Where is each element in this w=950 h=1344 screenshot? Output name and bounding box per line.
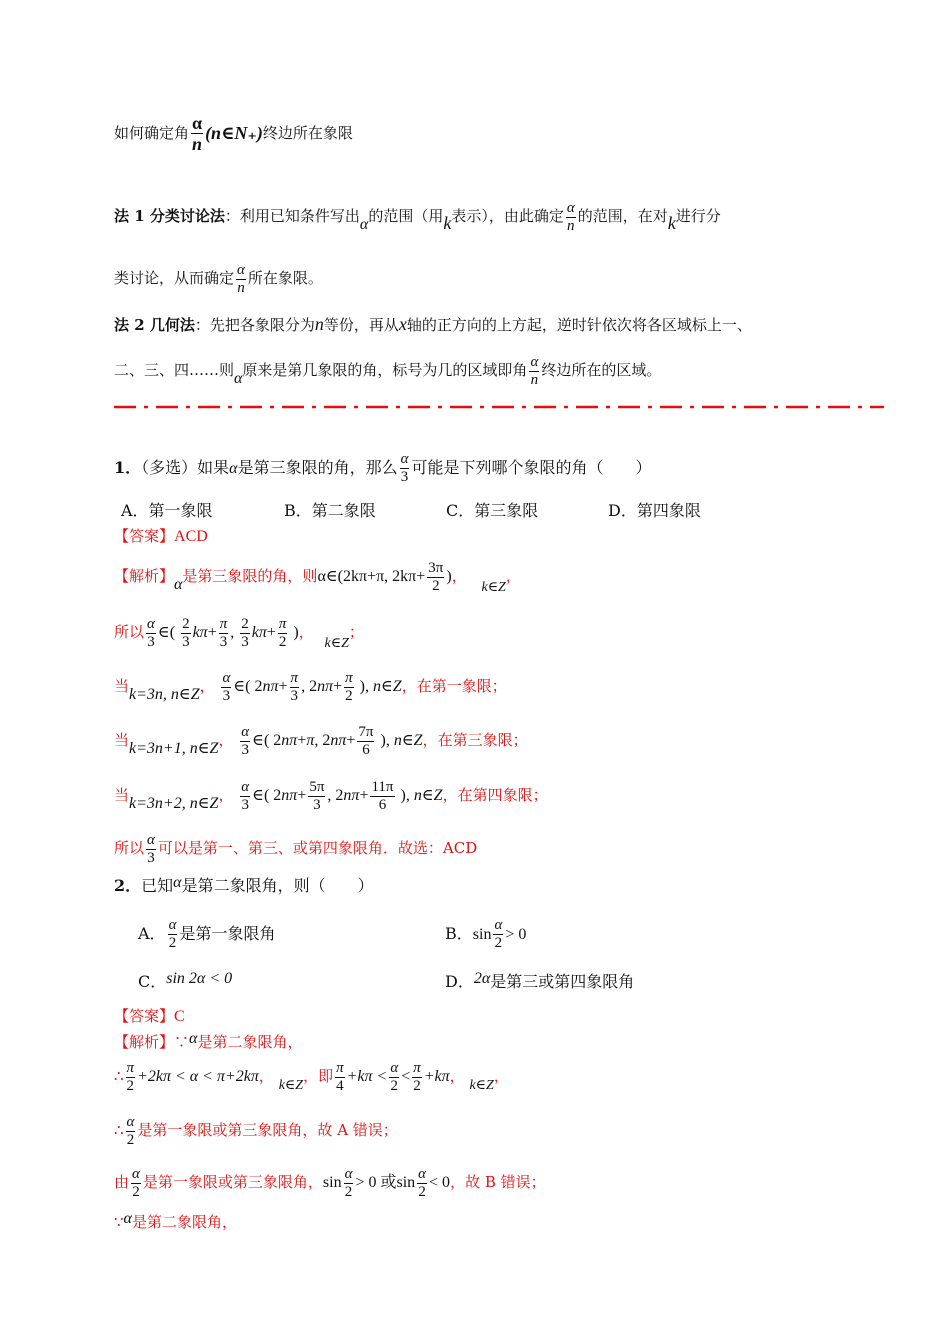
- option-expr: sin 2α < 0: [166, 970, 233, 987]
- q2-option-a[interactable]: [138, 912, 275, 956]
- method2-text: 原来是第几象限的角，标号为几的区域即角: [242, 361, 528, 379]
- q2-analysis-line2: ∴ $\frac{\pi}{2}$ +2kπ < α < π+2kπ， k∈Z，即 $\frac{\pi}{4}$ +kπ < $\frac{\alpha}{2}$ < $\frac{\pi}{2}$ +kπ， k∈Z，: [114, 1059, 509, 1094]
- option-text: 是第三或第四象限角: [490, 972, 635, 991]
- case-condition: k=3n+2, n∈Z: [129, 795, 219, 812]
- q1-conclusion: [114, 826, 477, 870]
- analysis-text: 是第二象限角，: [131, 1213, 237, 1231]
- k-in-z: k∈Z: [278, 1078, 304, 1093]
- q1-case1: 当k=3n, n∈Z， $\frac{\alpha}{3}$ ∈( 2nπ+ $\frac{\pi}{3}$ , 2nπ+ $\frac{\pi}{2}$ ), n∈Z，在第一象限；: [114, 669, 507, 704]
- q2-analysis-line3: [114, 1108, 398, 1152]
- sin-text: sin: [472, 926, 492, 943]
- option-label: D．: [445, 972, 474, 991]
- q1-option-d[interactable]: D．第四象限: [608, 501, 701, 520]
- q2-text: 已知: [141, 876, 174, 895]
- analysis-text: ，在第四象限；: [442, 786, 548, 804]
- alpha-over-2: $\frac{\alpha}{2}$: [168, 917, 177, 951]
- analysis-text: ，在第一象限；: [401, 677, 507, 695]
- analysis-text: ，: [505, 567, 521, 585]
- range-expr: ∈( $\frac{2}{3}$ kπ+ $\frac{\pi}{3}$ , $\frac{2}{3}$ kπ+ $\frac{\pi}{2}$ ): [157, 615, 299, 650]
- case-range: ∈( 2nπ+π, 2nπ+ $\frac{7\pi}{6}$ ), n∈Z: [252, 723, 423, 758]
- alpha-over-3: $\frac{\alpha}{3}$: [241, 723, 250, 758]
- five-pi-over-3: $\frac{5\pi}{3}$: [309, 778, 325, 813]
- answer-label: 【答案】: [114, 1007, 175, 1025]
- alpha-over-2: $\frac{\alpha}{2}$: [390, 1059, 399, 1094]
- q2-analysis-line5: [114, 1212, 237, 1233]
- ineq-text: < 0: [429, 1174, 451, 1191]
- analysis-text: 所以: [114, 623, 145, 641]
- ineq-text: > 0 或: [355, 1174, 397, 1191]
- q1-analysis-line2: 所以 $\frac{\alpha}{3}$ ∈( $\frac{2}{3}$ kπ+ $\frac{\pi}{3}$ , $\frac{2}{3}$ kπ+ $\frac{\pi}{2}$ )， k∈Z；: [114, 615, 364, 651]
- q2-answer: [114, 1006, 185, 1027]
- method2-text: ：先把各象限分为: [194, 316, 315, 334]
- alpha-symbol: α: [189, 1030, 198, 1047]
- method1-label: 法 1 分类讨论法: [114, 207, 225, 225]
- because-symbol: ∵: [114, 1213, 124, 1231]
- q1-text: 可能是下列哪个象限的角（ ）: [411, 458, 652, 477]
- alpha-over-3: $\frac{\alpha}{3}$: [222, 669, 231, 704]
- k-in-z: k∈Z: [324, 636, 349, 651]
- analysis-label: 【解析】: [114, 1033, 175, 1051]
- n-in-z: n∈Z: [393, 732, 423, 749]
- method2-text: 轴的正方向的上方起，逆时针依次将各区域标上一、: [406, 316, 752, 334]
- q1-option-a[interactable]: A．第一象限: [121, 501, 213, 520]
- q2-analysis-line1: [114, 1032, 302, 1053]
- alpha-symbol: α: [234, 370, 243, 387]
- title-suffix: 终边所在象限: [262, 124, 353, 142]
- method1-line2: [114, 256, 323, 300]
- analysis-text: ；: [348, 623, 364, 641]
- method1-text: 的范围（用: [368, 207, 444, 225]
- method1-text: ：利用已知条件写出: [224, 207, 360, 225]
- title-prefix: 如何确定角: [114, 124, 190, 142]
- k-in-z: k∈Z: [481, 580, 506, 595]
- option-label: B．: [445, 924, 473, 943]
- method1-text: 进行分: [675, 207, 721, 225]
- case-range: ∈( 2nπ+ $\frac{\pi}{3}$ , 2nπ+ $\frac{\pi}{2}$ ), n∈Z: [233, 669, 402, 704]
- n-symbol: n: [314, 314, 324, 334]
- option-expr: 2α: [473, 970, 491, 987]
- pi-over-3: $\frac{\pi}{3}$: [290, 669, 299, 704]
- q2-option-c[interactable]: [138, 972, 232, 993]
- sin-text: sin: [396, 1174, 416, 1191]
- title-fraction: $\frac{\alpha}{n}$: [192, 112, 203, 154]
- q2-option-d[interactable]: [445, 972, 634, 993]
- therefore-symbol: ∴: [114, 1067, 124, 1085]
- alpha-over-2: $\frac{\alpha}{2}$: [494, 917, 503, 951]
- analysis-text: ，: [451, 567, 467, 585]
- k-in-z: k∈Z: [469, 1078, 494, 1093]
- n-in-z: n∈Z: [372, 678, 402, 695]
- q1-option-c[interactable]: C．第三象限: [446, 501, 539, 520]
- method1-text: 类讨论，从而确定: [114, 269, 235, 287]
- k-symbol: k: [443, 213, 452, 233]
- method2-line1: [114, 314, 752, 335]
- pi-over-3: $\frac{\pi}{3}$: [219, 615, 228, 650]
- pi-over-2: $\frac{\pi}{2}$: [345, 669, 353, 704]
- alpha-symbol: α: [174, 576, 183, 593]
- n-in-z: n∈Z: [413, 787, 443, 804]
- title-condition: (n∈N₊): [205, 123, 263, 143]
- inequality-2: [333, 1059, 450, 1094]
- because-symbol: ∵: [174, 1033, 190, 1051]
- range-text: α∈(2kπ+π, 2kπ+: [317, 568, 426, 585]
- alpha-over-3: $\frac{\alpha}{3}$: [147, 831, 155, 866]
- analysis-text: ，故 B 错误；: [450, 1173, 546, 1191]
- range-expr: [317, 559, 452, 594]
- method2-text: 等份，再从: [323, 316, 399, 334]
- q1-option-b[interactable]: B．第二象限: [284, 501, 376, 520]
- case-condition: k=3n+1, n∈Z: [129, 740, 219, 757]
- method2-text: 二、三、四……则: [114, 361, 235, 379]
- alpha-over-2: $\frac{\alpha}{2}$: [126, 1113, 135, 1148]
- option-label: C．: [138, 972, 167, 991]
- option-expr: > 0: [505, 926, 527, 943]
- option-text: 是第一象限角: [179, 924, 276, 943]
- method1-text: 所在象限。: [247, 269, 323, 287]
- k-symbol: k: [667, 213, 676, 233]
- analysis-text: ，在第三象限；: [422, 731, 528, 749]
- analysis-text: 是第二象限角，: [197, 1033, 303, 1051]
- q1-number: 1．: [114, 458, 142, 477]
- q2-text: 是第二象限角，则（ ）: [181, 876, 374, 895]
- ineq-text: <: [401, 1068, 411, 1085]
- q1-stem: [114, 446, 651, 490]
- analysis-text: 当: [114, 677, 130, 695]
- analysis-text: 当: [114, 731, 130, 749]
- analysis-text: 可以是第一、第三、或第四象限角．故选：ACD: [157, 839, 478, 857]
- alpha-over-n: $\frac{\alpha}{n}$: [566, 199, 575, 234]
- analysis-text: 所以: [114, 839, 145, 857]
- range-text: ): [446, 568, 452, 585]
- method2-line2: [114, 348, 661, 392]
- alpha-over-n: $\frac{\alpha}{n}$: [237, 261, 245, 296]
- ineq-text: +kπ <: [346, 1068, 388, 1085]
- ineq-text: +kπ: [423, 1068, 450, 1085]
- alpha-over-2: $\frac{\alpha}{2}$: [418, 1165, 427, 1200]
- q1-case3: 当k=3n+2, n∈Z， $\frac{\alpha}{3}$ ∈( 2nπ+ $\frac{5\pi}{3}$ , 2nπ+ $\frac{11\pi}{6}$ ), n∈Z，在第四象限；: [114, 778, 548, 813]
- analysis-text: ，即: [303, 1067, 334, 1085]
- analysis-text: 是第一象限或第三象限角，: [142, 1173, 323, 1191]
- pi-over-2: $\frac{\pi}{2}$: [413, 1059, 421, 1094]
- q2-option-b[interactable]: [445, 912, 526, 956]
- q2-analysis-line4: [114, 1160, 546, 1204]
- analysis-text: 由: [114, 1173, 130, 1191]
- pi-over-2: $\frac{\pi}{2}$: [126, 1059, 135, 1094]
- q2-stem: [114, 876, 374, 897]
- option-label: A．: [138, 924, 166, 943]
- analysis-text: 是第三象限的角，则: [182, 567, 318, 585]
- method2-label: 法 2 几何法: [114, 316, 195, 334]
- three-pi-over-2: $\frac{3\pi}{2}$: [428, 559, 444, 594]
- method2-text: 终边所在的区域。: [541, 361, 662, 379]
- q1-analysis-line1: [114, 554, 521, 598]
- method1-line1: [114, 193, 721, 237]
- alpha-over-3: $\frac{\alpha}{3}$: [147, 615, 155, 650]
- analysis-label: 【解析】: [114, 567, 175, 585]
- alpha-over-2: $\frac{\alpha}{2}$: [132, 1165, 140, 1200]
- alpha-over-3: $\frac{\alpha}{3}$: [241, 778, 250, 813]
- inequality-1: [124, 1059, 259, 1094]
- alpha-symbol: α: [229, 460, 238, 477]
- x-symbol: x: [398, 314, 407, 334]
- alpha-symbol: α: [173, 874, 182, 891]
- alpha-over-3: $\frac{\alpha}{3}$: [400, 451, 409, 485]
- alpha-over-2: $\frac{\alpha}{2}$: [344, 1165, 353, 1200]
- q1-text: （多选）如果: [141, 458, 230, 477]
- answer-label: 【答案】: [114, 527, 175, 545]
- case-condition: k=3n, n∈Z: [129, 686, 200, 703]
- therefore-symbol: ∴: [114, 1121, 124, 1139]
- q2-number: 2．: [114, 876, 142, 895]
- eleven-pi-over-6: $\frac{11\pi}{6}$: [371, 778, 394, 813]
- alpha-over-n: $\frac{\alpha}{n}$: [530, 353, 539, 388]
- q1-case2: 当k=3n+1, n∈Z， $\frac{\alpha}{3}$ ∈( 2nπ+π, 2nπ+ $\frac{7\pi}{6}$ ), n∈Z，在第三象限；: [114, 723, 528, 758]
- two-thirds: $\frac{2}{3}$: [182, 615, 190, 650]
- analysis-text: 是第一象限或第三象限角，故 A 错误；: [137, 1121, 398, 1139]
- dash-dot-divider: [114, 403, 884, 411]
- pi-over-4: $\frac{\pi}{4}$: [336, 1059, 344, 1094]
- q1-answer: [114, 526, 208, 547]
- ineq-text: +2kπ < α < π+2kπ: [137, 1068, 259, 1085]
- answer-value: ACD: [174, 528, 208, 545]
- method1-text: 表示），由此确定: [451, 207, 564, 225]
- analysis-text: 当: [114, 786, 130, 804]
- page-title: [114, 110, 353, 154]
- alpha-symbol: α: [123, 1210, 132, 1227]
- answer-value: C: [174, 1008, 185, 1025]
- case-range: ∈( 2nπ+ $\frac{5\pi}{3}$ , 2nπ+ $\frac{11\pi}{6}$ ), n∈Z: [252, 778, 443, 813]
- pi-over-2: $\frac{\pi}{2}$: [278, 615, 287, 650]
- two-thirds: $\frac{2}{3}$: [241, 615, 249, 650]
- method1-text: 的范围，在对: [577, 207, 668, 225]
- seven-pi-over-6: $\frac{7\pi}{6}$: [358, 723, 374, 758]
- alpha-symbol: α: [359, 216, 369, 233]
- sin-text: sin: [322, 1174, 342, 1191]
- q1-text: 是第三象限的角，那么: [237, 458, 398, 477]
